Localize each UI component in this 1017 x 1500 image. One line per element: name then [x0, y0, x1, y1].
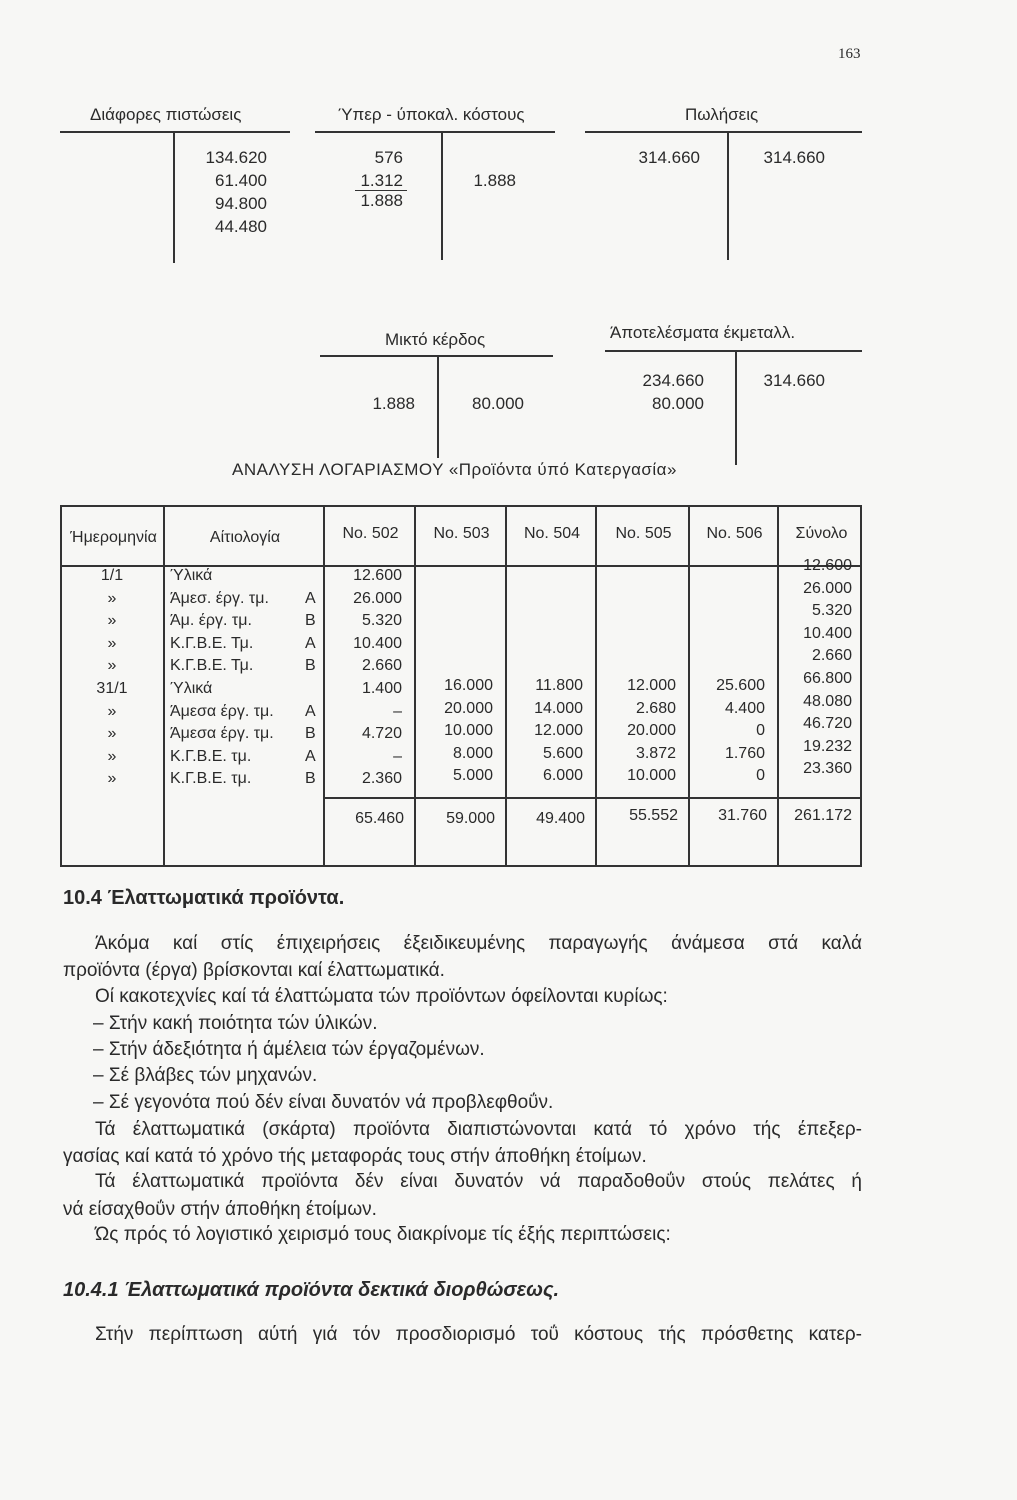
account-title: Μικτό κέρδος	[385, 330, 486, 349]
row-date: 1/1	[100, 567, 124, 584]
amount: 576	[374, 148, 403, 167]
row-value: 2.360	[361, 770, 402, 788]
row-date: »	[107, 702, 117, 720]
row-value: 5.320	[361, 612, 402, 630]
row-value: 12.000	[627, 677, 676, 694]
totals-divider	[325, 797, 860, 799]
row-total: 5.320	[811, 602, 852, 620]
column-header: No. 504	[523, 525, 581, 542]
row-value: 2.680	[635, 699, 676, 717]
column-total: 65.460	[355, 810, 404, 827]
row-department: Α	[305, 702, 316, 720]
row-description: Κ.Γ.Β.Ε. τμ.	[170, 747, 252, 765]
account-title: Πωλήσεις	[685, 105, 759, 124]
subsection-heading: 10.4.1 Έλαττωματικά προϊόντα δεκτικά διορθώσεως.	[63, 1279, 560, 1301]
row-value: 5.000	[452, 767, 493, 785]
section-heading: 10.4 Έλαττωματικά προϊόντα.	[63, 887, 345, 909]
row-value: 2.660	[361, 657, 402, 675]
row-description: Άμ. έργ. τμ.	[170, 612, 252, 630]
account-analysis-table	[60, 505, 862, 867]
row-value: 1.760	[724, 744, 765, 762]
column-total: 31.760	[718, 807, 767, 824]
row-value: 20.000	[444, 699, 493, 717]
row-value: 4.720	[361, 725, 402, 743]
row-department: Β	[305, 657, 316, 675]
row-total: 19.232	[803, 737, 852, 755]
row-value: 10.400	[353, 634, 402, 652]
row-total: 12.600	[803, 557, 852, 574]
row-date: »	[107, 612, 117, 630]
row-value: 4.400	[724, 699, 765, 717]
amount: 1.888	[360, 191, 403, 210]
row-value: 20.000	[627, 722, 676, 740]
row-total: 48.080	[803, 692, 852, 710]
column-header: Σύνολο	[795, 525, 848, 542]
column-total: 49.400	[536, 810, 585, 827]
row-date: »	[107, 747, 117, 765]
row-date: »	[107, 589, 117, 607]
amount: 94.800	[215, 194, 267, 213]
paragraph-line: προϊόντα (έργα) βρίσκονται καί έλαττωματικά.	[63, 960, 445, 981]
amount: 80.000	[652, 394, 704, 413]
amount: 234.660	[642, 371, 704, 390]
row-description: Κ.Γ.Β.Ε. Τμ.	[170, 634, 254, 652]
account-title: Άποτελέσματα έκμεταλλ.	[610, 323, 796, 342]
list-item: – Σέ βλάβες τών μηχανών.	[93, 1065, 318, 1086]
row-department: Β	[305, 612, 316, 630]
account-title: Ύπερ - ύποκαλ. κόστους	[338, 105, 525, 124]
column-header: Ήμερομηνία	[70, 529, 157, 546]
column-divider	[163, 507, 165, 865]
row-date: 31/1	[96, 680, 128, 697]
divider	[437, 355, 439, 458]
row-description: Ύλικά	[170, 680, 213, 697]
paragraph-line: Οί κακοτεχνίες καί τά έλαττώματα τών προϊόντων όφείλονται κυρίως:	[95, 986, 668, 1007]
table-title: ΑΝΑΛΥΣΗ ΛΟΓΑΡΙΑΣΜΟΥ «Προϊόντα ύπό Κατεργασία»	[232, 460, 677, 479]
list-item: – Στήν άδεξιότητα ή άμέλεια τών έργαζομένων.	[93, 1039, 485, 1060]
row-value: –	[393, 747, 402, 765]
amount: 314.660	[638, 148, 700, 167]
paragraph-line: Άκόμα καί στίς έπιχειρήσεις έξειδικευμένης παραγωγής άνάμεσα στά καλά	[95, 933, 862, 954]
row-date: »	[107, 725, 117, 743]
row-description: Άμεσ. έργ. τμ.	[170, 589, 269, 607]
column-total: 55.552	[629, 807, 678, 824]
amount: 134.620	[205, 148, 267, 167]
row-description: Κ.Γ.Β.Ε. τμ.	[170, 770, 252, 788]
row-value: 14.000	[534, 699, 583, 717]
row-value: 10.000	[444, 722, 493, 740]
paragraph-line: Ώς πρός τό λογιστικό χειρισμό τους διακρίνομε τίς έξής περιπτώσεις:	[95, 1224, 671, 1245]
divider	[60, 131, 290, 133]
paragraph-line: γασίας καί κατά τό χρόνο τής μεταφοράς τους στήν άποθήκη έτοίμων.	[63, 1146, 647, 1167]
row-description: Ύλικά	[170, 567, 213, 584]
row-description: Άμεσα έργ. τμ.	[170, 725, 274, 743]
row-value: 16.000	[444, 677, 493, 694]
paragraph-line: Στήν περίπτωση αύτή γιά τόν προσδιορισμό τοΰ κόστους τής πρόσθετης κατερ-	[95, 1324, 862, 1345]
row-value: 0	[756, 722, 765, 740]
list-item: – Σέ γεγονότα πού δέν είναι δυνατόν νά προβλεφθοΰν.	[93, 1092, 554, 1113]
amount: 44.480	[215, 217, 267, 236]
amount: 1.888	[372, 394, 415, 413]
amount: 80.000	[472, 394, 524, 413]
divider	[173, 131, 175, 263]
row-value: –	[393, 702, 402, 720]
row-date: »	[107, 634, 117, 652]
row-date: »	[107, 657, 117, 675]
list-item: – Στήν κακή ποιότητα τών ύλικών.	[93, 1013, 378, 1034]
column-header: No. 505	[615, 525, 672, 542]
amount: 314.660	[763, 371, 825, 390]
paragraph-line: νά είσαχθοΰν στήν άποθήκη έτοίμων.	[63, 1199, 377, 1220]
column-header: No. 502	[342, 525, 399, 542]
row-department: Α	[305, 747, 316, 765]
row-description: Κ.Γ.Β.Ε. Τμ.	[170, 657, 254, 675]
row-value: 10.000	[627, 767, 676, 785]
page-number: 163	[838, 46, 861, 62]
row-value: 0	[756, 767, 765, 785]
row-total: 46.720	[803, 715, 852, 733]
row-total: 10.400	[803, 624, 852, 642]
paragraph-line: Τά έλαττωματικά προϊόντα δέν είναι δυνατόν νά παραδοθοΰν στούς πελάτες ή	[95, 1171, 862, 1192]
divider	[441, 131, 443, 260]
row-total: 66.800	[803, 670, 852, 687]
row-description: Άμεσα έργ. τμ.	[170, 702, 274, 720]
amount: 1.888	[473, 171, 516, 190]
amount: 61.400	[215, 171, 267, 190]
account-title: Διάφορες πιστώσεις	[90, 105, 242, 124]
row-value: 11.800	[535, 677, 583, 694]
column-total: 59.000	[446, 810, 495, 827]
row-total: 2.660	[811, 647, 852, 665]
row-value: 26.000	[353, 589, 402, 607]
row-value: 12.600	[353, 567, 402, 584]
divider	[605, 350, 862, 352]
row-value: 12.000	[534, 722, 583, 740]
row-value: 8.000	[452, 744, 493, 762]
row-value: 6.000	[542, 767, 583, 785]
column-header: No. 506	[706, 525, 763, 542]
row-department: Β	[305, 770, 316, 788]
divider	[735, 350, 737, 465]
divider	[727, 131, 729, 260]
row-department: Β	[305, 725, 316, 743]
column-total: 261.172	[794, 807, 852, 824]
row-total: 26.000	[803, 579, 852, 597]
column-header: No. 503	[433, 525, 490, 542]
row-value: 25.600	[716, 677, 765, 694]
row-department: Α	[305, 634, 316, 652]
row-date: »	[107, 770, 117, 788]
row-value: 5.600	[542, 744, 583, 762]
divider	[315, 131, 555, 133]
amount: 314.660	[763, 148, 825, 167]
row-department: Α	[305, 589, 316, 607]
paragraph-line: Τά έλαττωματικά (σκάρτα) προϊόντα διαπιστώνονται κατά τό χρόνο τής έπεξερ-	[95, 1119, 862, 1140]
divider	[585, 131, 862, 133]
row-value: 3.872	[635, 744, 676, 762]
row-total: 23.360	[803, 760, 852, 778]
row-value: 1.400	[361, 680, 402, 697]
amount: 1.312	[360, 171, 403, 190]
column-header: Αίτιολογία	[209, 529, 281, 546]
